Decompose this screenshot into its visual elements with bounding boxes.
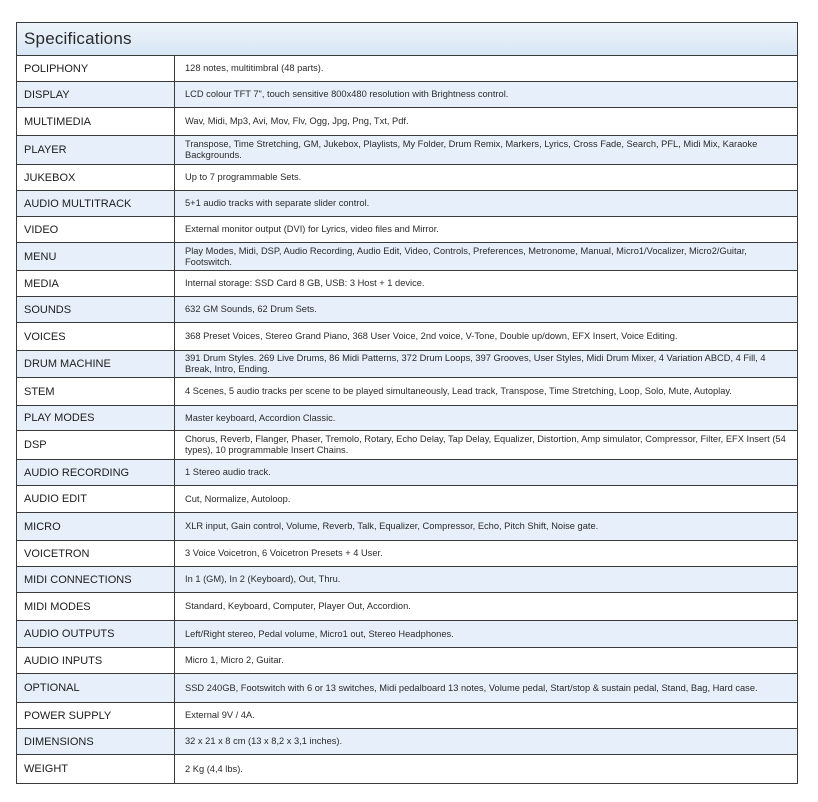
spec-label: DISPLAY [17, 82, 175, 107]
spec-label: AUDIO INPUTS [17, 648, 175, 673]
spec-value: Standard, Keyboard, Computer, Player Out, Accordion. [185, 601, 411, 611]
table-title-bar [17, 23, 797, 56]
table-row [17, 351, 797, 378]
spec-value: Play Modes, Midi, DSP, Audio Recording, Audio Edit, Video, Controls, Preferences, Metronome, Manual, Micro1/Vocalizer, Micro2/Guitar, Footswitch. [185, 245, 747, 267]
table-row [17, 217, 797, 243]
table-row [17, 513, 797, 541]
table-row [17, 271, 797, 297]
spec-label: PLAY MODES [17, 406, 175, 430]
table-row [17, 165, 797, 191]
spec-value: Micro 1, Micro 2, Guitar. [185, 655, 284, 665]
spec-value: 3 Voice Voicetron, 6 Voicetron Presets + 4 User. [185, 548, 383, 558]
table-row [17, 486, 797, 513]
spec-value: Left/Right stereo, Pedal volume, Micro1 out, Stereo Headphones. [185, 628, 454, 639]
table-row [17, 378, 797, 406]
spec-label: JUKEBOX [17, 165, 175, 190]
table-row [17, 729, 797, 755]
spec-label: MIDI MODES [17, 593, 175, 620]
table-row [17, 674, 797, 703]
spec-value: Master keyboard, Accordion Classic. [185, 412, 336, 423]
spec-label: POWER SUPPLY [17, 703, 175, 728]
spec-label: VOICES [17, 323, 175, 350]
spec-value: Internal storage: SSD Card 8 GB, USB: 3 Host + 1 device. [185, 278, 425, 288]
table-row [17, 108, 797, 136]
spec-value: XLR input, Gain control, Volume, Reverb, Talk, Equalizer, Compressor, Echo, Pitch Shift, Noise gate. [185, 521, 599, 531]
table-row [17, 755, 797, 783]
spec-label: MIDI CONNECTIONS [17, 567, 175, 592]
spec-label: DSP [17, 431, 175, 459]
table-row [17, 297, 797, 323]
spec-value: Wav, Midi, Mp3, Avi, Mov, Flv, Ogg, Jpg, Png, Txt, Pdf. [185, 116, 409, 126]
spec-value: Up to 7 programmable Sets. [185, 172, 302, 182]
spec-label: AUDIO EDIT [17, 486, 175, 512]
spec-value: Chorus, Reverb, Flanger, Phaser, Tremolo, Rotary, Echo Delay, Tap Delay, Equalizer, Distortion, Amp simulator, Compressor, Filter, EFX Insert (54 types), 10 programmable Insert Chains. [185, 434, 786, 455]
spec-value: 1 Stereo audio track. [185, 467, 271, 477]
table-title: Specifications [24, 29, 132, 48]
spec-value: 391 Drum Styles. 269 Live Drums, 86 Midi Patterns, 372 Drum Loops, 397 Grooves, User Styles, Midi Drum Mixer, 4 Variation ABCD, 4 Fill, 4 Break, Intro, Ending. [185, 353, 766, 374]
spec-value: 368 Preset Voices, Stereo Grand Piano, 368 User Voice, 2nd voice, V-Tone, Double up/down, EFX Insert, Voice Editing. [185, 331, 678, 341]
table-row [17, 243, 797, 271]
spec-value: External monitor output (DVI) for Lyrics, video files and Mirror. [185, 224, 439, 234]
spec-label: PLAYER [17, 136, 175, 164]
spec-label: POLIPHONY [17, 56, 175, 81]
table-row [17, 541, 797, 567]
spec-label: SOUNDS [17, 297, 175, 322]
table-row [17, 406, 797, 431]
spec-label: AUDIO OUTPUTS [17, 621, 175, 647]
table-row [17, 323, 797, 351]
spec-value: 5+1 audio tracks with separate slider control. [185, 198, 370, 208]
spec-value: LCD colour TFT 7", touch sensitive 800x480 resolution with Brightness control. [185, 89, 509, 99]
spec-label: AUDIO MULTITRACK [17, 191, 175, 216]
table-row [17, 593, 797, 621]
spec-label: MEDIA [17, 271, 175, 296]
table-row [17, 460, 797, 486]
spec-label: MULTIMEDIA [17, 108, 175, 135]
spec-label: AUDIO RECORDING [17, 460, 175, 485]
table-row [17, 191, 797, 217]
table-row [17, 56, 797, 82]
table-row [17, 82, 797, 108]
spec-value: 4 Scenes, 5 audio tracks per scene to be played simultaneously, Lead track, Transpose, Time Stretching, Loop, Solo, Mute, Autoplay. [185, 386, 732, 396]
table-row [17, 567, 797, 593]
spec-label: VIDEO [17, 217, 175, 242]
spec-label: DRUM MACHINE [17, 351, 175, 377]
spec-value: External 9V / 4A. [185, 710, 255, 720]
spec-value: 2 Kg (4,4 lbs). [185, 763, 243, 774]
spec-value: In 1 (GM), In 2 (Keyboard), Out, Thru. [185, 574, 341, 584]
spec-value: 632 GM Sounds, 62 Drum Sets. [185, 304, 317, 314]
spec-value: 32 x 21 x 8 cm (13 x 8,2 x 3,1 inches). [185, 736, 343, 746]
table-row [17, 621, 797, 648]
spec-label: MENU [17, 243, 175, 270]
spec-value: 128 notes, multitimbral (48 parts). [185, 63, 324, 73]
table-body [17, 56, 797, 783]
spec-label: DIMENSIONS [17, 729, 175, 754]
spec-value: Cut, Normalize, Autoloop. [185, 493, 291, 504]
spec-label: STEM [17, 378, 175, 405]
table-row [17, 703, 797, 729]
spec-value: Transpose, Time Stretching, GM, Jukebox, Playlists, My Folder, Drum Remix, Markers, Lyrics, Cross Fade, Search, PFL, Midi Mix, Karaoke Backgrounds. [185, 139, 758, 160]
specifications-table [16, 22, 798, 784]
spec-label: OPTIONAL [17, 674, 175, 702]
spec-value: SSD 240GB, Footswitch with 6 or 13 switches, Midi pedalboard 13 notes, Volume pedal, Start/stop & sustain pedal, Stand, Bag, Hard case. [185, 682, 758, 693]
spec-label: MICRO [17, 513, 175, 540]
table-row [17, 136, 797, 165]
spec-label: WEIGHT [17, 755, 175, 783]
spec-label: VOICETRON [17, 541, 175, 566]
table-row [17, 648, 797, 674]
table-row [17, 431, 797, 460]
